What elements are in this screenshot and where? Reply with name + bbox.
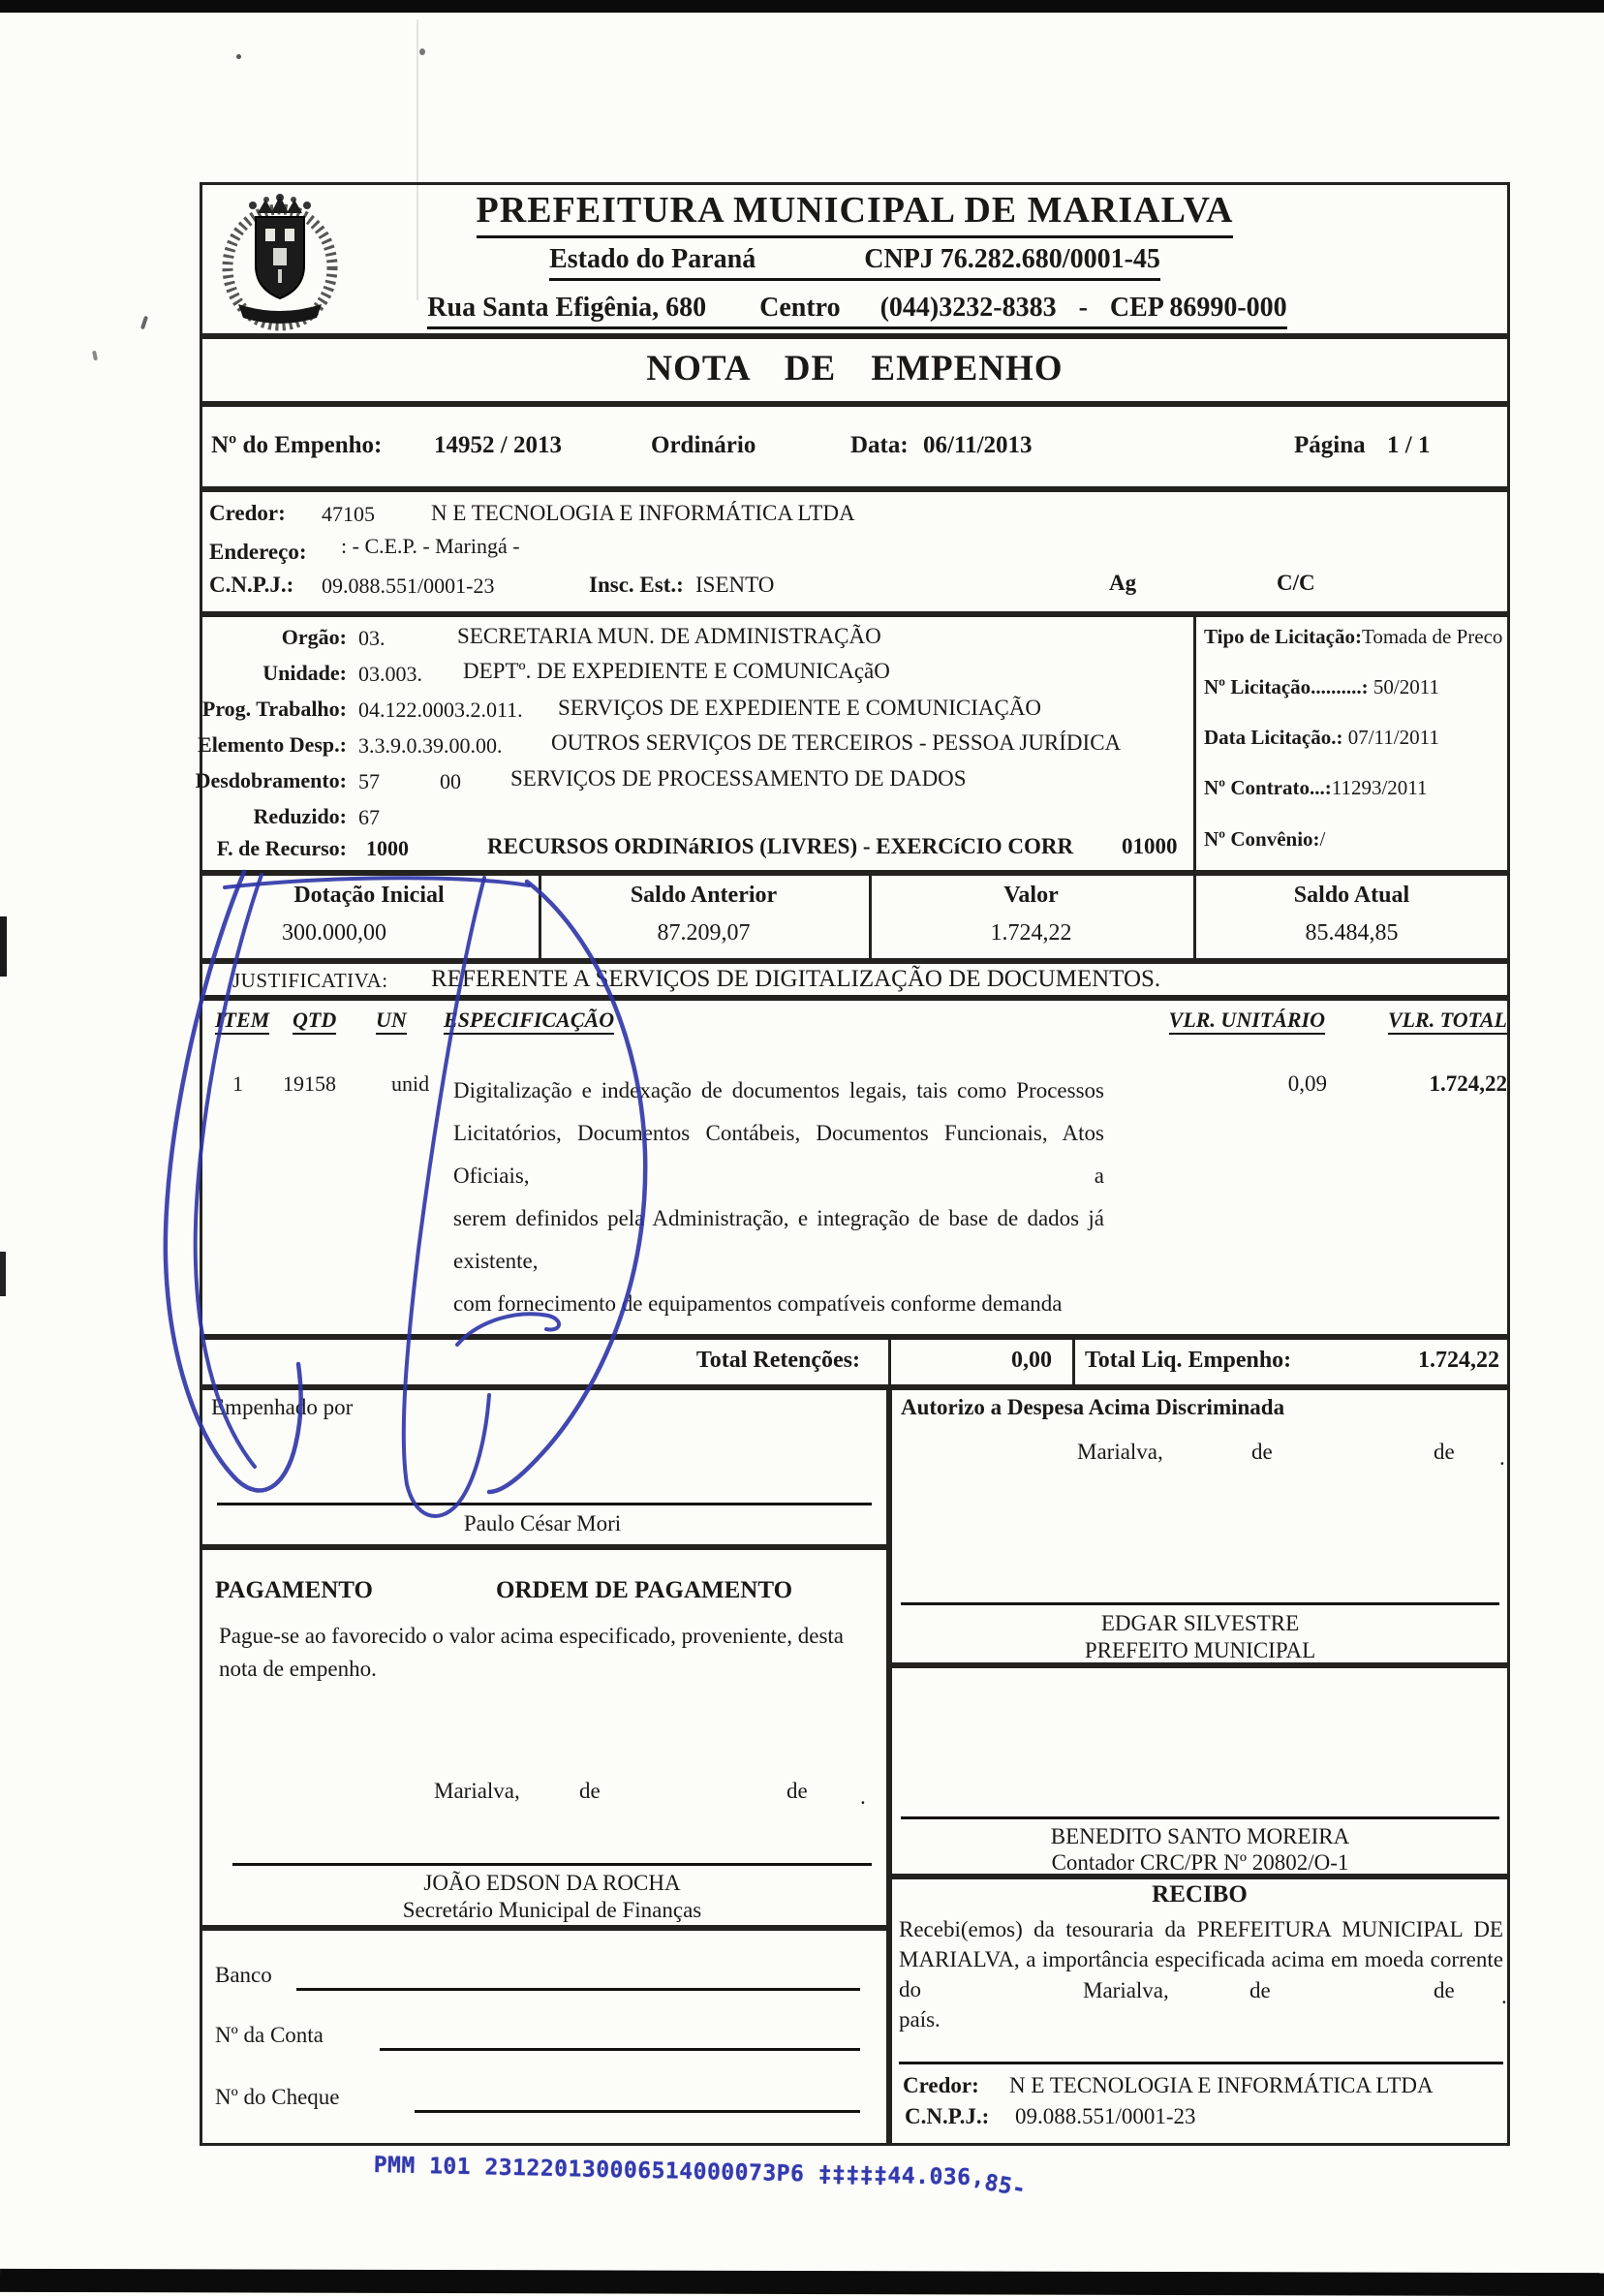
items-header-unit: [1143, 1008, 1325, 1035]
licitacao-label: Nº Licitação..........:: [1204, 675, 1369, 698]
licitacao-label: Tipo de Licitação:: [1204, 625, 1362, 648]
budget-row-label: Prog. Trabalho:: [201, 697, 347, 721]
autorizo-de2: de: [1434, 1440, 1455, 1464]
pagamento-body-line1: Pague-se ao favorecido o valor acima especificado, proveniente, desta: [219, 1624, 844, 1648]
scan-speck: [0, 1252, 6, 1296]
items-header-espec: [444, 1008, 614, 1035]
secretario-role: Secretário Municipal de Finanças: [402, 1898, 702, 1922]
total-retencoes-label: Total Retenções:: [695, 1348, 860, 1373]
budget-row-label: F. de Recurso:: [216, 836, 347, 860]
conta-label: Nº da Conta: [215, 2023, 324, 2047]
pagamento-dot: .: [860, 1784, 866, 1809]
dotacao-header: Saldo Atual: [1293, 883, 1410, 908]
item-qtd: 19158: [283, 1071, 336, 1096]
budget-row-desc: SERVIÇOS DE PROCESSAMENTO DE DADOS: [510, 766, 967, 791]
totals-divider: [1072, 1337, 1075, 1387]
credor-name: N E TECNOLOGIA E INFORMÁTICA LTDA: [431, 501, 855, 525]
recibo-dot: .: [1501, 1984, 1507, 2008]
budget-row-extra: 01000: [1122, 834, 1178, 858]
pagamento-body-line2: nota de empenho.: [219, 1657, 377, 1681]
budget-row-desc: OUTROS SERVIÇOS DE TERCEIROS - PESSOA JURÍDICA: [551, 730, 1122, 755]
budget-row-desc: SECRETARIA MUN. DE ADMINISTRAÇÃO: [457, 624, 881, 648]
licitacao-label: Nº Convênio:: [1204, 827, 1320, 851]
items-header-unit-text: VLR. UNITÁRIO: [1169, 1008, 1325, 1035]
licitacao-row: [1204, 827, 1325, 851]
items-header-item: [215, 1008, 269, 1035]
org-district: Centro: [759, 293, 841, 323]
empenho-date-label: Data:: [850, 432, 909, 458]
recibo-title: RECIBO: [1152, 1881, 1248, 1908]
item-description-line: com fornecimento de equipamentos compatíveis conforme demanda: [453, 1291, 1063, 1316]
items-header-qtd: [293, 1008, 336, 1035]
item-un: unid: [391, 1071, 430, 1096]
org-phone: (044)3232-8383: [879, 293, 1057, 323]
licitacao-value: 07/11/2011: [1347, 726, 1439, 749]
org-address-underline: [427, 293, 1286, 329]
municipality-logo: [207, 188, 353, 333]
licitacao-row: [1204, 625, 1502, 648]
autorizo-dot: .: [1499, 1445, 1505, 1470]
recibo-de2: de: [1434, 1978, 1455, 2002]
org-name: [368, 190, 1342, 238]
empenho-number-label: Nº do Empenho:: [211, 432, 383, 458]
recibo-signature-line: [899, 2062, 1503, 2064]
licitacao-row: [1204, 675, 1439, 698]
items-header-qtd-text: QTD: [293, 1008, 336, 1035]
items-header-total: [1356, 1008, 1507, 1035]
item-description: [453, 1070, 1104, 1325]
banco-label: Banco: [215, 1963, 272, 1987]
scan-speck: [419, 48, 425, 55]
budget-row-code: 03.003.: [358, 662, 422, 686]
insc-est-label: Insc. Est.:: [589, 573, 684, 597]
budget-row-code2: 00: [440, 769, 461, 793]
recibo-credor-value: N E TECNOLOGIA E INFORMÁTICA LTDA: [1009, 2073, 1434, 2097]
org-street: Rua Santa Efigênia, 680: [427, 293, 707, 323]
dotacao-value: 300.000,00: [282, 920, 386, 946]
bank-stamp-tail: 85-: [982, 2170, 1029, 2203]
doc-title: NOTA DE EMPENHO: [646, 349, 1064, 388]
endereco-label: Endereço:: [209, 540, 307, 564]
budget-row-label: Reduzido:: [253, 804, 347, 828]
items-header-un-text: UN: [376, 1008, 407, 1035]
licitacao-label: Data Licitação.:: [1204, 726, 1343, 749]
dotacao-value: 1.724,22: [990, 920, 1072, 946]
licitacao-value: /: [1319, 827, 1326, 851]
org-state-cnpj-line: [368, 244, 1342, 281]
empenho-date-value: 06/11/2013: [923, 432, 1033, 458]
cc-label: C/C: [1277, 571, 1315, 595]
item-vlr-unitario: 0,09: [1287, 1071, 1327, 1096]
recibo-body-line: país.: [899, 2007, 941, 2032]
empenhado-signature-line: [217, 1503, 872, 1505]
contador-role: Contador CRC/PR Nº 20802/O-1: [1051, 1850, 1349, 1875]
page-value: 1 / 1: [1387, 432, 1431, 458]
page-label: Página: [1294, 432, 1366, 458]
bank-stamp-text: PMM 101 231220130006514000073P6 ‡‡‡‡‡44.036,: [373, 2153, 986, 2191]
budget-row-label: Orgão:: [281, 625, 347, 649]
empenho-kind: Ordinário: [651, 432, 756, 458]
endereco-value: : - C.E.P. - Maringá -: [341, 534, 520, 558]
items-header-espec-text: ESPECIFICAÇÃO: [444, 1008, 614, 1035]
recibo-body-line: Recebi(emos) da tesouraria da PREFEITURA MUNICIPAL DE: [899, 1917, 1503, 1941]
org-address-line: [358, 293, 1356, 329]
scan-edge-top: [0, 0, 1604, 13]
scan-edge-bottom: [0, 2269, 1604, 2296]
total-liq-value: 1.724,22: [1418, 1348, 1499, 1373]
autorizo-city: Marialva,: [1077, 1440, 1163, 1464]
secretario-signature-line: [232, 1863, 872, 1866]
secretario-name: JOÃO EDSON DA ROCHA: [423, 1871, 681, 1895]
cheque-blank-line: [415, 2110, 860, 2113]
scan-speck: [236, 54, 241, 59]
empenhado-name: Paulo César Mori: [463, 1511, 622, 1536]
budget-row-desc: RECURSOS ORDINáRIOS (LIVRES) - EXERCíCIO CORR: [487, 834, 1074, 858]
recibo-body-line: MARIALVA, a importância especificada acima em moeda corrente do: [899, 1947, 1503, 2001]
banco-blank-line: [296, 1988, 860, 1991]
scan-speck: [0, 916, 7, 977]
licitacao-label: Nº Contrato...:: [1204, 776, 1332, 799]
coat-of-arms-icon: [207, 188, 353, 333]
dotacao-value: 87.209,07: [657, 920, 751, 946]
item-vlr-total: 1.724,22: [1429, 1071, 1507, 1096]
org-cnpj: CNPJ 76.282.680/0001-45: [864, 244, 1160, 274]
item-description-line: Digitalização e indexação de documentos legais, tais como Processos: [453, 1078, 1104, 1102]
org-cep: CEP 86990-000: [1109, 293, 1287, 323]
autorizo-de1: de: [1251, 1440, 1273, 1464]
credor-code: 47105: [322, 502, 375, 526]
dotacao-header: Dotação Inicial: [293, 883, 445, 908]
scan-speck: [140, 316, 148, 330]
licitacao-value: 50/2011: [1373, 675, 1439, 698]
org-dash: -: [1078, 293, 1088, 323]
budget-row-code: 67: [358, 805, 380, 829]
justificativa-label: JUSTIFICATIVA:: [232, 969, 388, 992]
items-header-un: [376, 1008, 407, 1035]
pagamento-title: PAGAMENTO: [215, 1577, 373, 1603]
pagamento-de1: de: [579, 1779, 601, 1803]
totals-divider: [888, 1337, 891, 1387]
cheque-label: Nº do Cheque: [215, 2085, 340, 2109]
budget-row-code: 04.122.0003.2.011.: [358, 698, 523, 722]
recibo-cnpj-label: C.N.P.J.:: [905, 2104, 990, 2128]
credor-cnpj-label: C.N.P.J.:: [209, 573, 294, 597]
recibo-de1: de: [1249, 1978, 1271, 2002]
recibo-city: Marialva,: [1083, 1978, 1169, 2002]
items-header-total-text: VLR. TOTAL: [1388, 1008, 1507, 1035]
credor-cnpj-value: 09.088.551/0001-23: [322, 574, 495, 598]
budget-row-label: Elemento Desp.:: [198, 732, 347, 757]
prefeito-signature-line: [901, 1602, 1499, 1605]
pagamento-de2: de: [787, 1779, 808, 1803]
budget-row-label: Desdobramento:: [195, 768, 347, 792]
total-liq-label: Total Liq. Empenho:: [1085, 1348, 1292, 1373]
budget-row-code: 3.3.9.0.39.00.00.: [358, 733, 503, 758]
item-description-line: serem definidos pela Administração, e integração de base de dados já existente,: [453, 1206, 1104, 1273]
pagamento-city: Marialva,: [434, 1779, 520, 1803]
licitacao-row: [1204, 776, 1428, 799]
recibo-cnpj-value: 09.088.551/0001-23: [1015, 2104, 1196, 2128]
licitacao-value: 11293/2011: [1331, 776, 1428, 799]
empenhado-label: Empenhado por: [211, 1395, 354, 1419]
org-state: Estado do Paraná: [549, 244, 756, 274]
justificativa-text: REFERENTE A SERVIÇOS DE DIGITALIZAÇÃO DE DOCUMENTOS.: [431, 966, 1161, 992]
budget-row-desc: SERVIÇOS DE EXPEDIENTE E COMUNICIAÇÃO: [558, 696, 1042, 720]
dotacao-header: Valor: [1003, 883, 1059, 908]
dotacao-header: Saldo Anterior: [630, 883, 778, 908]
autorizo-title: Autorizo a Despesa Acima Discriminada: [901, 1395, 1285, 1419]
budget-row-code: 57: [358, 769, 380, 793]
bank-stamp: [373, 2153, 1029, 2203]
items-header-item-text: ITEM: [215, 1008, 269, 1035]
credor-label: Credor:: [209, 501, 286, 525]
total-retencoes-value: 0,00: [1011, 1348, 1052, 1373]
org-name-text: PREFEITURA MUNICIPAL DE MARIALVA: [477, 190, 1234, 238]
org-state-cnpj-underline: [549, 244, 1160, 281]
budget-row-code: 1000: [366, 836, 409, 860]
scan-speck: [92, 351, 98, 361]
licitacao-value: Tomada de Preco: [1361, 625, 1503, 648]
prefeito-role: PREFEITO MUNICIPAL: [1084, 1638, 1316, 1662]
prefeito-name: EDGAR SILVESTRE: [1100, 1611, 1300, 1635]
recibo-credor-label: Credor:: [903, 2073, 979, 2097]
contador-name: BENEDITO SANTO MOREIRA: [1050, 1824, 1350, 1848]
empenho-number-value: 14952 / 2013: [434, 432, 562, 458]
budget-row-label: Unidade:: [262, 661, 347, 685]
insc-est-value: ISENTO: [695, 573, 775, 597]
ordem-pagamento-title: ORDEM DE PAGAMENTO: [496, 1577, 793, 1603]
budget-row-desc: DEPTº. DE EXPEDIENTE E COMUNICAçãO: [463, 659, 890, 683]
contador-signature-line: [901, 1816, 1499, 1819]
item-description-line: Licitatórios, Documentos Contábeis, Documentos Funcionais, Atos Oficiais, a: [453, 1121, 1104, 1188]
licitacao-row: [1204, 726, 1439, 749]
ag-label: Ag: [1109, 571, 1137, 595]
budget-row-code: 03.: [358, 626, 386, 650]
item-number: 1: [232, 1071, 243, 1096]
recibo-body: [899, 1914, 1503, 2034]
dotacao-value: 85.484,85: [1305, 920, 1399, 946]
conta-blank-line: [380, 2048, 860, 2051]
